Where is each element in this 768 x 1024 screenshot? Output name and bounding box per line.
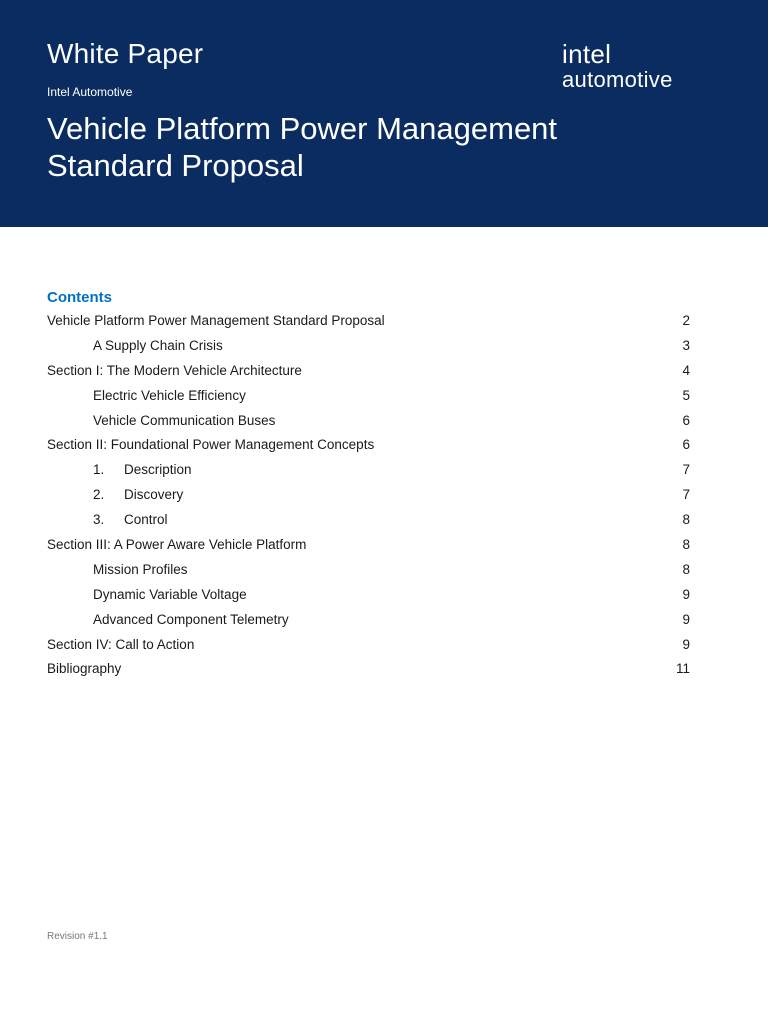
toc-entry-page-number: 4 <box>682 362 690 378</box>
toc-entry[interactable] <box>0 458 768 483</box>
toc-entry[interactable] <box>0 608 768 633</box>
toc-entry-title: Vehicle Communication Buses <box>93 412 276 428</box>
intel-automotive-logo <box>562 40 673 92</box>
toc-entry-page-number: 6 <box>682 412 690 428</box>
toc-entry-page-number: 3 <box>682 337 690 353</box>
toc-entry-number: 1. <box>93 462 105 478</box>
toc-entry-page-number: 5 <box>682 387 690 403</box>
toc-entry-page-number: 2 <box>682 313 690 328</box>
document-title <box>47 110 687 184</box>
toc-entry-title: Dynamic Variable Voltage <box>93 586 247 602</box>
contents-heading: Contents <box>47 289 112 306</box>
toc-entry[interactable] <box>0 384 768 409</box>
toc-entry-page-number: 11 <box>675 661 690 677</box>
toc-entry[interactable] <box>0 558 768 583</box>
toc-entry-number: 2. <box>93 487 105 503</box>
toc-entry[interactable] <box>0 508 768 533</box>
toc-entry[interactable] <box>0 334 768 359</box>
toc-entry-title: Electric Vehicle Efficiency <box>93 387 246 403</box>
toc-entry[interactable] <box>0 633 768 658</box>
document-title-line2: Standard Proposal <box>47 148 304 183</box>
document-type: White Paper <box>47 38 204 69</box>
toc-entry-title: A Supply Chain Crisis <box>93 337 223 353</box>
toc-entry-title: Bibliography <box>47 661 122 677</box>
organization-name: Intel Automotive <box>47 85 133 99</box>
toc-entry-page-number: 9 <box>682 586 690 602</box>
toc-entry[interactable] <box>0 533 768 558</box>
toc-entry[interactable] <box>0 433 768 458</box>
revision-label: Revision #1.1 <box>47 931 108 942</box>
document-title-line1: Vehicle Platform Power Management <box>47 111 558 146</box>
toc-entry-page-number: 7 <box>682 487 690 503</box>
logo-word-intel: intel <box>562 39 612 69</box>
toc-entry-title: Section IV: Call to Action <box>47 636 195 652</box>
toc-entry-title: Section II: Foundational Power Management Concepts <box>47 437 375 453</box>
toc-entry-page-number: 8 <box>682 561 690 577</box>
logo-word-automotive: automotive <box>562 67 673 92</box>
toc-entry-page-number: 9 <box>682 611 690 627</box>
toc-entry-title: Control <box>124 512 168 528</box>
table-of-contents <box>0 309 768 682</box>
toc-entry[interactable] <box>0 309 768 334</box>
toc-entry-title: Discovery <box>124 487 184 503</box>
toc-entry-title: Section I: The Modern Vehicle Architecture <box>47 362 302 378</box>
toc-entry-title: Mission Profiles <box>93 561 188 577</box>
toc-entry[interactable] <box>0 657 768 682</box>
toc-entry-number: 3. <box>93 512 105 528</box>
toc-entry[interactable] <box>0 483 768 508</box>
toc-entry-page-number: 8 <box>682 537 690 553</box>
toc-entry-title: Vehicle Platform Power Management Standard Proposal <box>47 313 385 328</box>
title-banner <box>0 0 768 227</box>
toc-entry-page-number: 8 <box>682 512 690 528</box>
toc-entry-page-number: 6 <box>682 437 690 453</box>
toc-entry-title: Section III: A Power Aware Vehicle Platform <box>47 537 307 553</box>
toc-entry[interactable] <box>0 409 768 434</box>
toc-entry-title: Advanced Component Telemetry <box>93 611 289 627</box>
toc-entry-title: Description <box>124 462 192 478</box>
toc-entry-page-number: 9 <box>682 636 690 652</box>
toc-entry[interactable] <box>0 583 768 608</box>
toc-entry[interactable] <box>0 359 768 384</box>
toc-entry-page-number: 7 <box>682 462 690 478</box>
